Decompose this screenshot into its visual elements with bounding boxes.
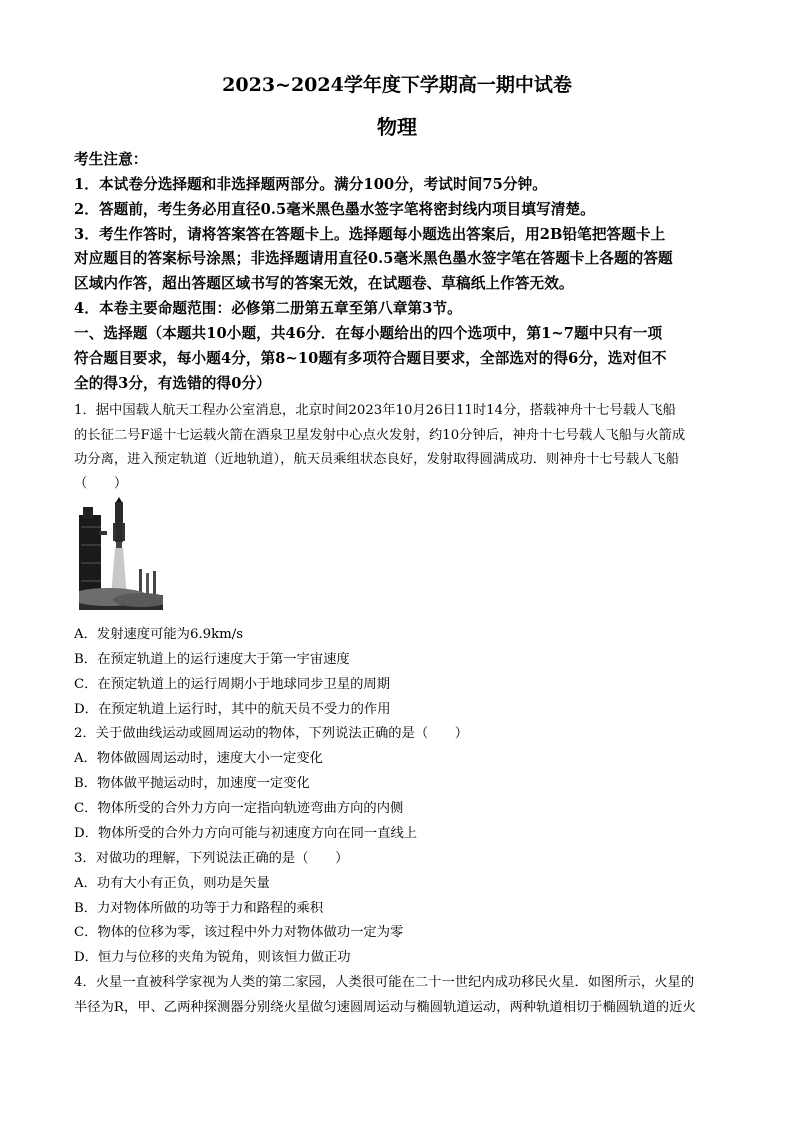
rocket-launch-photo — [79, 497, 163, 610]
notice-item: 区域内作答，超出答题区域书写的答案无效，在试题卷、草稿纸上作答无效。 — [74, 275, 574, 292]
answer-option: C．在预定轨道上的运行周期小于地球同步卫星的周期 — [74, 677, 391, 692]
notice-heading: 考生注意： — [74, 151, 148, 168]
answer-option: B．物体做平抛运动时，加速度一定变化 — [74, 776, 310, 791]
answer-option: D．物体所受的合外力方向可能与初速度方向在同一直线上 — [74, 826, 418, 841]
notice-item: 对应题目的答案标号涂黑；非选择题请用直径0.5毫米黑色墨水签字笔在答题卡上各题的答题 — [74, 250, 673, 267]
answer-option: B．在预定轨道上的运行速度大于第一宇宙速度 — [74, 652, 350, 667]
notice-item: 3．考生作答时，请将答案答在答题卡上。选择题每小题选出答案后，用2B铅笔把答题卡上 — [74, 226, 666, 243]
question-stem: （ ） — [74, 476, 128, 491]
question-stem: 的长征二号F遥十七运载火箭在酒泉卫星发射中心点火发射，约10分钟后，神舟十七号载人飞船与火箭成 — [74, 428, 686, 443]
answer-option: A．功有大小有正负，则功是矢量 — [74, 876, 270, 891]
answer-option: A．物体做圆周运动时，速度大小一定变化 — [74, 751, 323, 766]
question-stem: 2．关于做曲线运动或圆周运动的物体，下列说法正确的是（ ） — [74, 726, 469, 741]
answer-option: A．发射速度可能为6.9km/s — [74, 627, 244, 642]
answer-option: C．物体所受的合外力方向一定指向轨迹弯曲方向的内侧 — [74, 801, 404, 816]
answer-option: C．物体的位移为零，该过程中外力对物体做功一定为零 — [74, 925, 404, 940]
notice-item: 4．本卷主要命题范围：必修第二册第五章至第八章第3节。 — [74, 300, 462, 317]
notice-item: 1．本试卷分选择题和非选择题两部分。满分100分，考试时间75分钟。 — [74, 176, 547, 193]
notice-item: 2．答题前，考生务必用直径0.5毫米黑色墨水签字笔将密封线内项目填写清楚。 — [74, 201, 595, 218]
exam-subject: 物理 — [377, 115, 417, 139]
answer-option: D．恒力与位移的夹角为锐角，则该恒力做正功 — [74, 950, 351, 965]
question-stem: 功分离，进入预定轨道（近地轨道），航天员乘组状态良好，发射取得圆满成功．则神舟十七号载人飞船 — [74, 452, 680, 467]
question-stem: 1．据中国载人航天工程办公室消息，北京时间2023年10月26日11时14分，搭载神舟十七号载人飞船 — [74, 403, 676, 418]
answer-option: D．在预定轨道上运行时，其中的航天员不受力的作用 — [74, 702, 391, 717]
question-stem: 半径为R，甲、乙两种探测器分别绕火星做匀速圆周运动与椭圆轨道运动，两种轨道相切于椭圆轨道的近火 — [74, 1000, 696, 1015]
question-stem: 3．对做功的理解，下列说法正确的是（ ） — [74, 851, 349, 866]
section-instruction: 符合题目要求，每小题4分，第8~10题有多项符合题目要求，全部选对的得6分，选对但不 — [74, 350, 667, 367]
section-instruction: 全的得3分，有选错的得0分） — [74, 375, 271, 392]
answer-option: B．力对物体所做的功等于力和路程的乘积 — [74, 901, 324, 916]
section-instruction: 一、选择题（本题共10小题，共46分．在每小题给出的四个选项中，第1~7题中只有一项 — [74, 325, 663, 342]
exam-title: 2023~2024学年度下学期高一期中试卷 — [222, 74, 572, 96]
question-stem: 4．火星一直被科学家视为人类的第二家园，人类很可能在二十一世纪内成功移民火星．如图所示，火星的 — [74, 975, 695, 990]
